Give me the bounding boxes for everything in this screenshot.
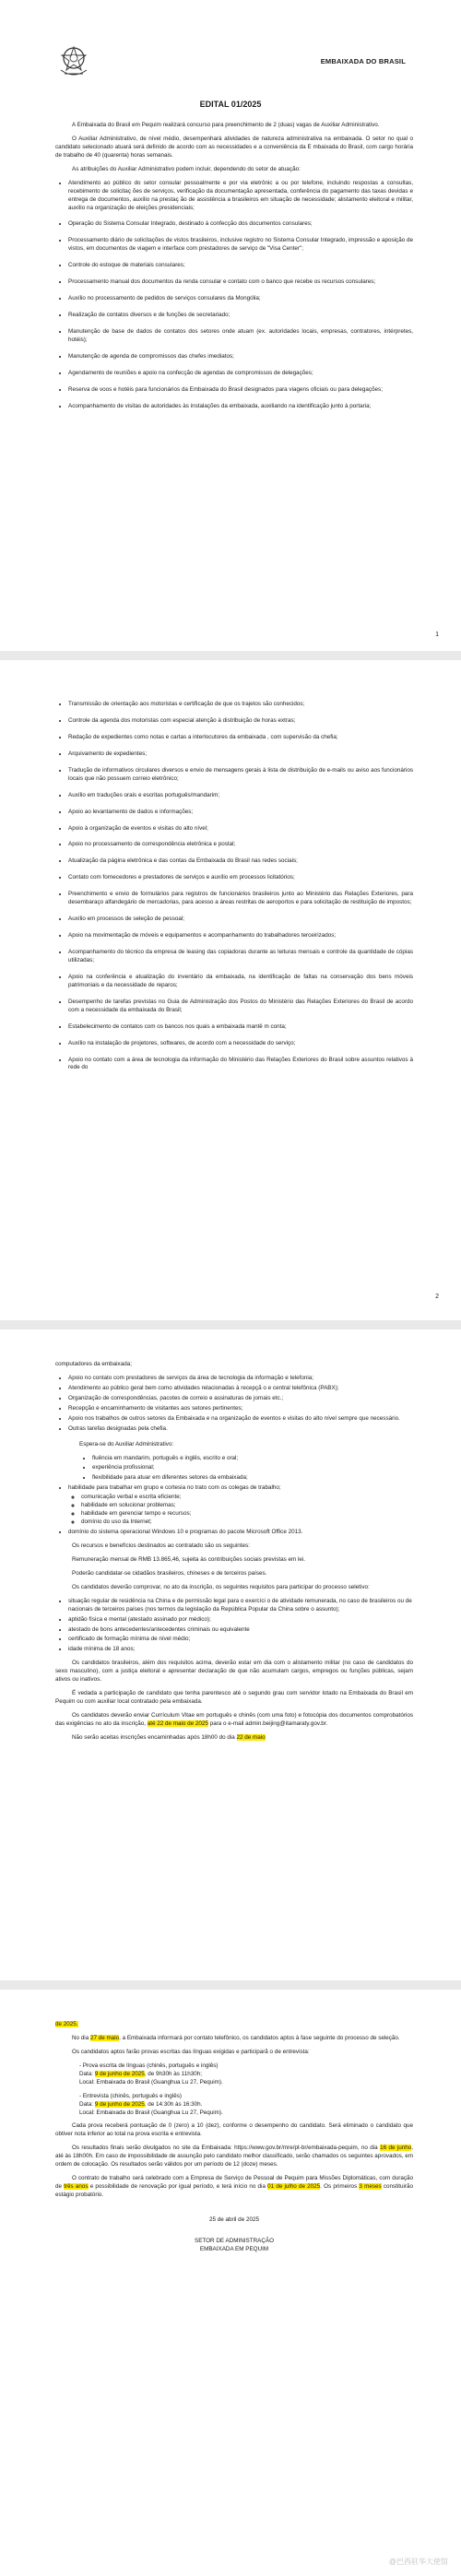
- letterhead: [0, 0, 461, 79]
- list-item: • Realização de contatos diversos e de funções de secretariado;: [68, 312, 413, 320]
- page-number: 2: [435, 1294, 439, 1300]
- embassy-title: EMBAIXADA DO BRASIL: [320, 56, 406, 65]
- list-item: • Apoio à organização de eventos e visitas do alto nível;: [68, 825, 413, 833]
- list-item: • experiência profissional;: [92, 1464, 413, 1472]
- probation-highlight: 3 meses: [359, 2183, 382, 2191]
- signature-line-2: EMBAIXADA EM PEQUIM: [199, 2245, 269, 2252]
- deadline-highlight: até 22 de maio de 2025: [147, 1719, 208, 1727]
- intro-paragraph: A Embaixada do Brasil em Pequim realizará concurso para preenchimento de 2 (duas) vagas de Auxiliar Administrativo.: [72, 122, 380, 128]
- kinship-paragraph: É vedada a participação de candidato que tenha parentesco até o segundo grau com servidor lotado na Embaixada do Brasil em Pequim ou com auxiliar local contratado pela embaixada.: [55, 1690, 413, 1706]
- list-item: • Apoio ao levantamento de dados e informações;: [68, 809, 413, 817]
- skills-sublist: [68, 1494, 413, 1527]
- list-item: • Apoio nos trabalhos de outros setores da Embaixada e na organização de eventos e visitas do alto nível sempre que necessário.: [68, 1415, 413, 1424]
- grading-paragraph: Cada prova receberá pontuação de 0 (zero) a 10 (dez), conforme o desempenho do candidato. Será eliminado o candidato que obtiver nota inferior ao total na prova escrita e entrevista.: [55, 2122, 413, 2138]
- list-item: • Transmissão de orientação aos motoristas e certificação de que os trajetos são conhecidos;: [68, 701, 413, 709]
- list-item: • Apoio no contato com a área de tecnologia da informação do Ministério das Relações Exteriores do Brasil sobre assuntos relativos à rede do: [68, 1057, 413, 1073]
- list-item: • Outras tarefas designadas pela chefia.: [68, 1425, 413, 1434]
- date-highlight: 16 de junho: [380, 2145, 412, 2152]
- list-item: • Estabelecimento de contatos com os bancos nos quais a embaixada mantê m conta;: [68, 1023, 413, 1032]
- results-paragraph: Os resultados finais serão divulgados no site da Embaixada: https://www.gov.br/mre/pt-br/embaixada-pequim, no dia 16 de junho, até às 18h00h. Em caso de impossibilidade de assunção pelo candidato melhor classificado, serão chamados os seguintes aprovados, em ordem de colocação. Os resultados serão válidos por um período de 12 (doze) meses.: [55, 2145, 413, 2168]
- list-item: • Controle do estoque de materiais consulares;: [68, 262, 413, 270]
- list-item: • Manutenção de agenda de compromissos das chefes imediatos;: [68, 353, 413, 361]
- written-exam-title: - Prova escrita de línguas (chinês, português e inglês): [79, 2062, 219, 2069]
- list-item: • Manutenção de base de dados de contatos dos setores onde atuam (ex. autoridades locais, empresas, contratores, intérpretes, hotéis);: [68, 328, 413, 345]
- list-item: • Auxílio na instalação de projetores, softwares, de acordo com a necessidade do serviço;: [68, 1040, 413, 1048]
- salary-paragraph: Remuneração mensal de RMB 13.865,46, sujeita às contribuições sociais previstas em lei.: [72, 1555, 306, 1563]
- list-item: • aptidão física e mental (atestado assinado por médico);: [68, 1616, 413, 1625]
- list-item: • Acompanhamento do técnico da empresa de leasing das copiadoras durante as leituras mensais e controle da quantidade de cópias utilizadas;: [68, 949, 413, 965]
- duties-list-end: [55, 1375, 413, 1434]
- list-item: • Controle da agenda dos motoristas com especial atenção à distribuição de horas extras;: [68, 717, 413, 726]
- expectations-title: Espera-se do Auxiliar Administrativo:: [79, 1440, 174, 1448]
- list-item: • situação regular de residência na China e de permissão legal para o exercíci o de atividade remunerada, no caso de brasileiros ou de nacionais de terceiros países (nos termos da legislação da República Popular da China sobre o assunto);: [68, 1598, 413, 1614]
- list-item: ◦ domínio do uso da Internet;: [81, 1518, 413, 1527]
- duration-highlight: três anos: [64, 2183, 89, 2191]
- benefits-paragraph: Os recursos e benefícios destinados ao contratado são os seguintes:: [72, 1542, 250, 1549]
- list-item: • atestado de bons antecedentes/antecedentes criminais ou equivalente: [68, 1626, 413, 1635]
- document-page-4: [0, 1990, 461, 2576]
- list-item: • Preenchimento e envio de formulários para registros de funcionários brasileiros junto ao Ministério das Relações Exteriores, para desembaraço alfandegário de mercadorias, para acesso a áreas restritas de aeroportos e para solicitação de restituição de impostos;: [68, 891, 413, 907]
- duties-list: [55, 180, 413, 411]
- list-item: • Processamento diário de solicitações de vistos brasileiros, inclusive registro no Sistema Consular Integrado, impressão e aposição de vistos, em documentos de viagem e interface com prestadores de serviço de "Visa Center";: [68, 237, 413, 254]
- edital-title: EDITAL 01/2025: [199, 100, 262, 109]
- page-number: 1: [435, 632, 439, 638]
- continued-text: computadores da embaixada;: [55, 1361, 132, 1367]
- brazil-coat-of-arms-icon: [55, 42, 92, 79]
- expectations-list: [79, 1455, 413, 1483]
- list-item: • Organização de correspondências, pacotes de correio e assinaturas de jornais etc.;: [68, 1395, 413, 1403]
- interview-place: Local: Embaixada do Brasil (Guanghua Lu 27, Pequim).: [79, 2109, 223, 2116]
- watermark: @巴西驻华大使馆: [388, 2558, 448, 2566]
- interview-title: - Entrevista (chinês, português e inglês): [79, 2092, 182, 2099]
- list-item: • Auxílio em processos de seleção de pessoal;: [68, 916, 413, 924]
- list-item: • Recepção e encaminhamento de visitantes aos setores pertinentes;: [68, 1405, 413, 1413]
- requirements-intro: Os candidatos deverão comprovar, no ato da inscrição, os seguintes requisitos para participar do processo seletivo:: [72, 1583, 370, 1590]
- list-item: • Auxílio no processamento de pedidos de serviços consulares da Mongólia;: [68, 295, 413, 303]
- list-item: • Apoio no processamento de correspondência eletrônica e postal;: [68, 841, 413, 849]
- list-item: ◦ habilidade em solucionar problemas;: [81, 1502, 413, 1510]
- list-item: • Processamento manual dos documentos da renda consular e contato com o banco que recebe os recursos consulares;: [68, 278, 413, 287]
- application-paragraph: Os candidatos deverão enviar Currículum Vitae em português e chinês (com uma foto) e fotocópia dos documentos comprobatórios das exigências no ato da inscrição, até 22 de maio de 2025 para o e-mail admin.beijing@itamaraty.gov.br.: [55, 1712, 413, 1727]
- date-highlight: 9 de junho de 2025: [94, 2070, 145, 2077]
- list-item: • fluência em mandarim, português e inglês, escrito e oral;: [92, 1455, 413, 1463]
- list-item: • idade mínima de 18 anos;: [68, 1646, 413, 1654]
- duties-list-continued: [55, 701, 413, 1072]
- interview-date: Data: 9 de junho de 2025, de 14:30h às 16:30h.: [79, 2100, 203, 2108]
- list-item: • Arquivamento de expedientes;: [68, 750, 413, 759]
- list-item: [68, 1484, 413, 1527]
- document-page-3: [0, 1329, 461, 1980]
- list-item: • Apoio no contato com prestadores de serviços da área de tecnologia da informação e telefonia;: [68, 1375, 413, 1383]
- list-item: • Reserva de voos e hotéis para funcionários da Embaixada do Brasil designados para viagens oficiais ou para delegações;: [68, 386, 413, 395]
- deadline-highlight: 22 de maio: [236, 1733, 266, 1741]
- list-item: • Tradução de informativos circulares diversos e envio de mensagens gerais à lista de distribuição de e-mails ou aviso aos funcionários locais que não possuem correio eletrônico;: [68, 767, 413, 784]
- brazilian-candidates-paragraph: Os candidatos brasileiros, além dos requisitos acima, deverão estar em dia com o alistamento militar (no caso de candidatos do sexo masculino), com a justiça eleitoral e apresentar declaração de que não acumulam cargos, empregos ou funções públicas, sejam ativos ou inativos.: [55, 1660, 413, 1684]
- list-item: • Operação do Sistema Consular Integrado, destinado à confecção dos documentos consulares;: [68, 220, 413, 229]
- written-exam-date: Data: 9 de junho de 2025, de 9h30h às 11h30h;: [79, 2070, 202, 2077]
- list-item: • Desempenho de tarefas previstas no Guia de Administração dos Postos do Ministério das Relações Exteriores do Brasil de acordo com a necessidade da embaixada do Brasil;: [68, 998, 413, 1015]
- date-highlight: 27 de maio: [89, 2034, 120, 2041]
- list-item: • Auxílio em traduções orais e escritas português/mandarim;: [68, 792, 413, 800]
- list-item: • Apoio na conferência e atualização do inventário da embaixada, na identificação de faltas na conservação dos bens móveis patrimoniais e da necessidade de reparos;: [68, 974, 413, 990]
- date-highlight: 01 de julho de 2025: [267, 2183, 321, 2191]
- contract-paragraph: O contrato de trabalho será celebrado com a Empresa de Serviço de Pessoal de Pequim para Missões Diplomáticas, com duração de três anos e possibilidade de renovação por igual período, e terá início no dia 01 de julho de 2025. Os primeiros 3 meses constituirão estágio probatório.: [55, 2175, 414, 2198]
- role-paragraph: O Auxiliar Administrativo, de nível médio, desempenhará atividades de natureza administrativa na embaixada. O setor no qual o candidato selecionado atuará será definido de acordo com as necessidades e a conveniência da E mbaixada do Brasil, com cargo horária de trabalho de 40 (quarenta) horas semanais.: [55, 135, 413, 159]
- list-item: • certificado de formação mínima de nível médio;: [68, 1636, 413, 1644]
- requirements-list: [55, 1598, 413, 1655]
- continued-text: [55, 2021, 413, 2029]
- list-item: ◦ comunicação verbal e escrita eficiente;: [81, 1494, 413, 1502]
- list-item: ◦ habilidade em gerenciar tempo e recursos;: [81, 1510, 413, 1518]
- duties-intro: As atribuições do Auxiliar Administrativo podem incluir, dependendo do setor de atuação:: [72, 165, 301, 172]
- list-item: • Atendimento ao público geral bem como atividades relacionadas à recepçã o e central telefônica (PABX);: [68, 1385, 413, 1393]
- list-item: • flexibilidade para atuar em diferentes setores da embaixada;: [92, 1474, 413, 1483]
- list-item: • Acompanhamento de visitas de autoridades às instalações da embaixada, auxiliando na identificação junto à portaria;: [68, 403, 413, 411]
- document-page-1: [0, 0, 461, 651]
- written-exam-block: [79, 2062, 413, 2087]
- late-applications-paragraph: Não serão aceitas inscrições encaminhadas após 18h00 do dia 22 de maio: [72, 1733, 266, 1741]
- list-item: • Redação de expedientes como notas e cartas a interlocutores da embaixada , com supervisão da chefia;: [68, 734, 413, 742]
- document-page-2: [0, 660, 461, 1320]
- list-item: • domínio do sistema operacional Windows 10 e programas do pacote Microsoft Office 2013.: [68, 1529, 413, 1537]
- list-item: • Apoio na movimentação de móveis e equipamentos e acompanhamento do trabalhadores terceirizados;: [68, 932, 413, 940]
- date-highlight: 9 de junho de 2025: [94, 2100, 145, 2108]
- list-item: • Agendamento de reuniões e apoio na confecção de agendas de compromissos de delegações;: [68, 370, 413, 378]
- signature-line-1: SETOR DE ADMINISTRAÇÃO: [195, 2237, 274, 2244]
- skills-intro: habilidade para trabalhar em grupo e cortesia no trato com os colegas de trabalho;: [68, 1484, 281, 1492]
- eligibility-paragraph: Poderão candidatar-se cidadãos brasileiros, chineses e de terceiros países.: [72, 1569, 267, 1577]
- list-item: • Atendimento ao público do setor consular pessoalmente e por via eletrônic a ou por telefone, incluindo respostas a consultas, recebimento de solicitaç ões de serviços, verificação da documentação apresentada, conferência do pagamento das taxas devidas e entrega de documentos, auxílio na prestaç ão de assistência a brasileiros em situação de necessidade; alistamento eleitoral e militar, auxílio na organização de eleições presidenciais;: [68, 180, 413, 213]
- interview-block: [79, 2093, 413, 2118]
- list-item: • Atualização da página eletrônica e das contas da Embaixada do Brasil nas redes sociais;: [68, 857, 413, 866]
- written-exam-place: Local: Embaixada do Brasil (Guanghua Lu 27, Pequim).: [79, 2078, 223, 2086]
- deadline-highlight: de 2025.: [55, 2021, 78, 2027]
- list-item: • Contato com fornecedores e prestadores de serviços e auxílio em processos licitatórios;: [68, 874, 413, 882]
- skills-list: [55, 1484, 413, 1537]
- document-date: 25 de abril de 2025: [209, 2216, 259, 2223]
- call-paragraph: No dia 27 de maio, a Embaixada informará por contato telefônico, os candidatos aptos à fase seguinte do processo de seleção.: [72, 2034, 400, 2041]
- exams-intro: Os candidatos aptos farão provas escritas das línguas exigidas e participarã o de entrevista:: [72, 2048, 310, 2055]
